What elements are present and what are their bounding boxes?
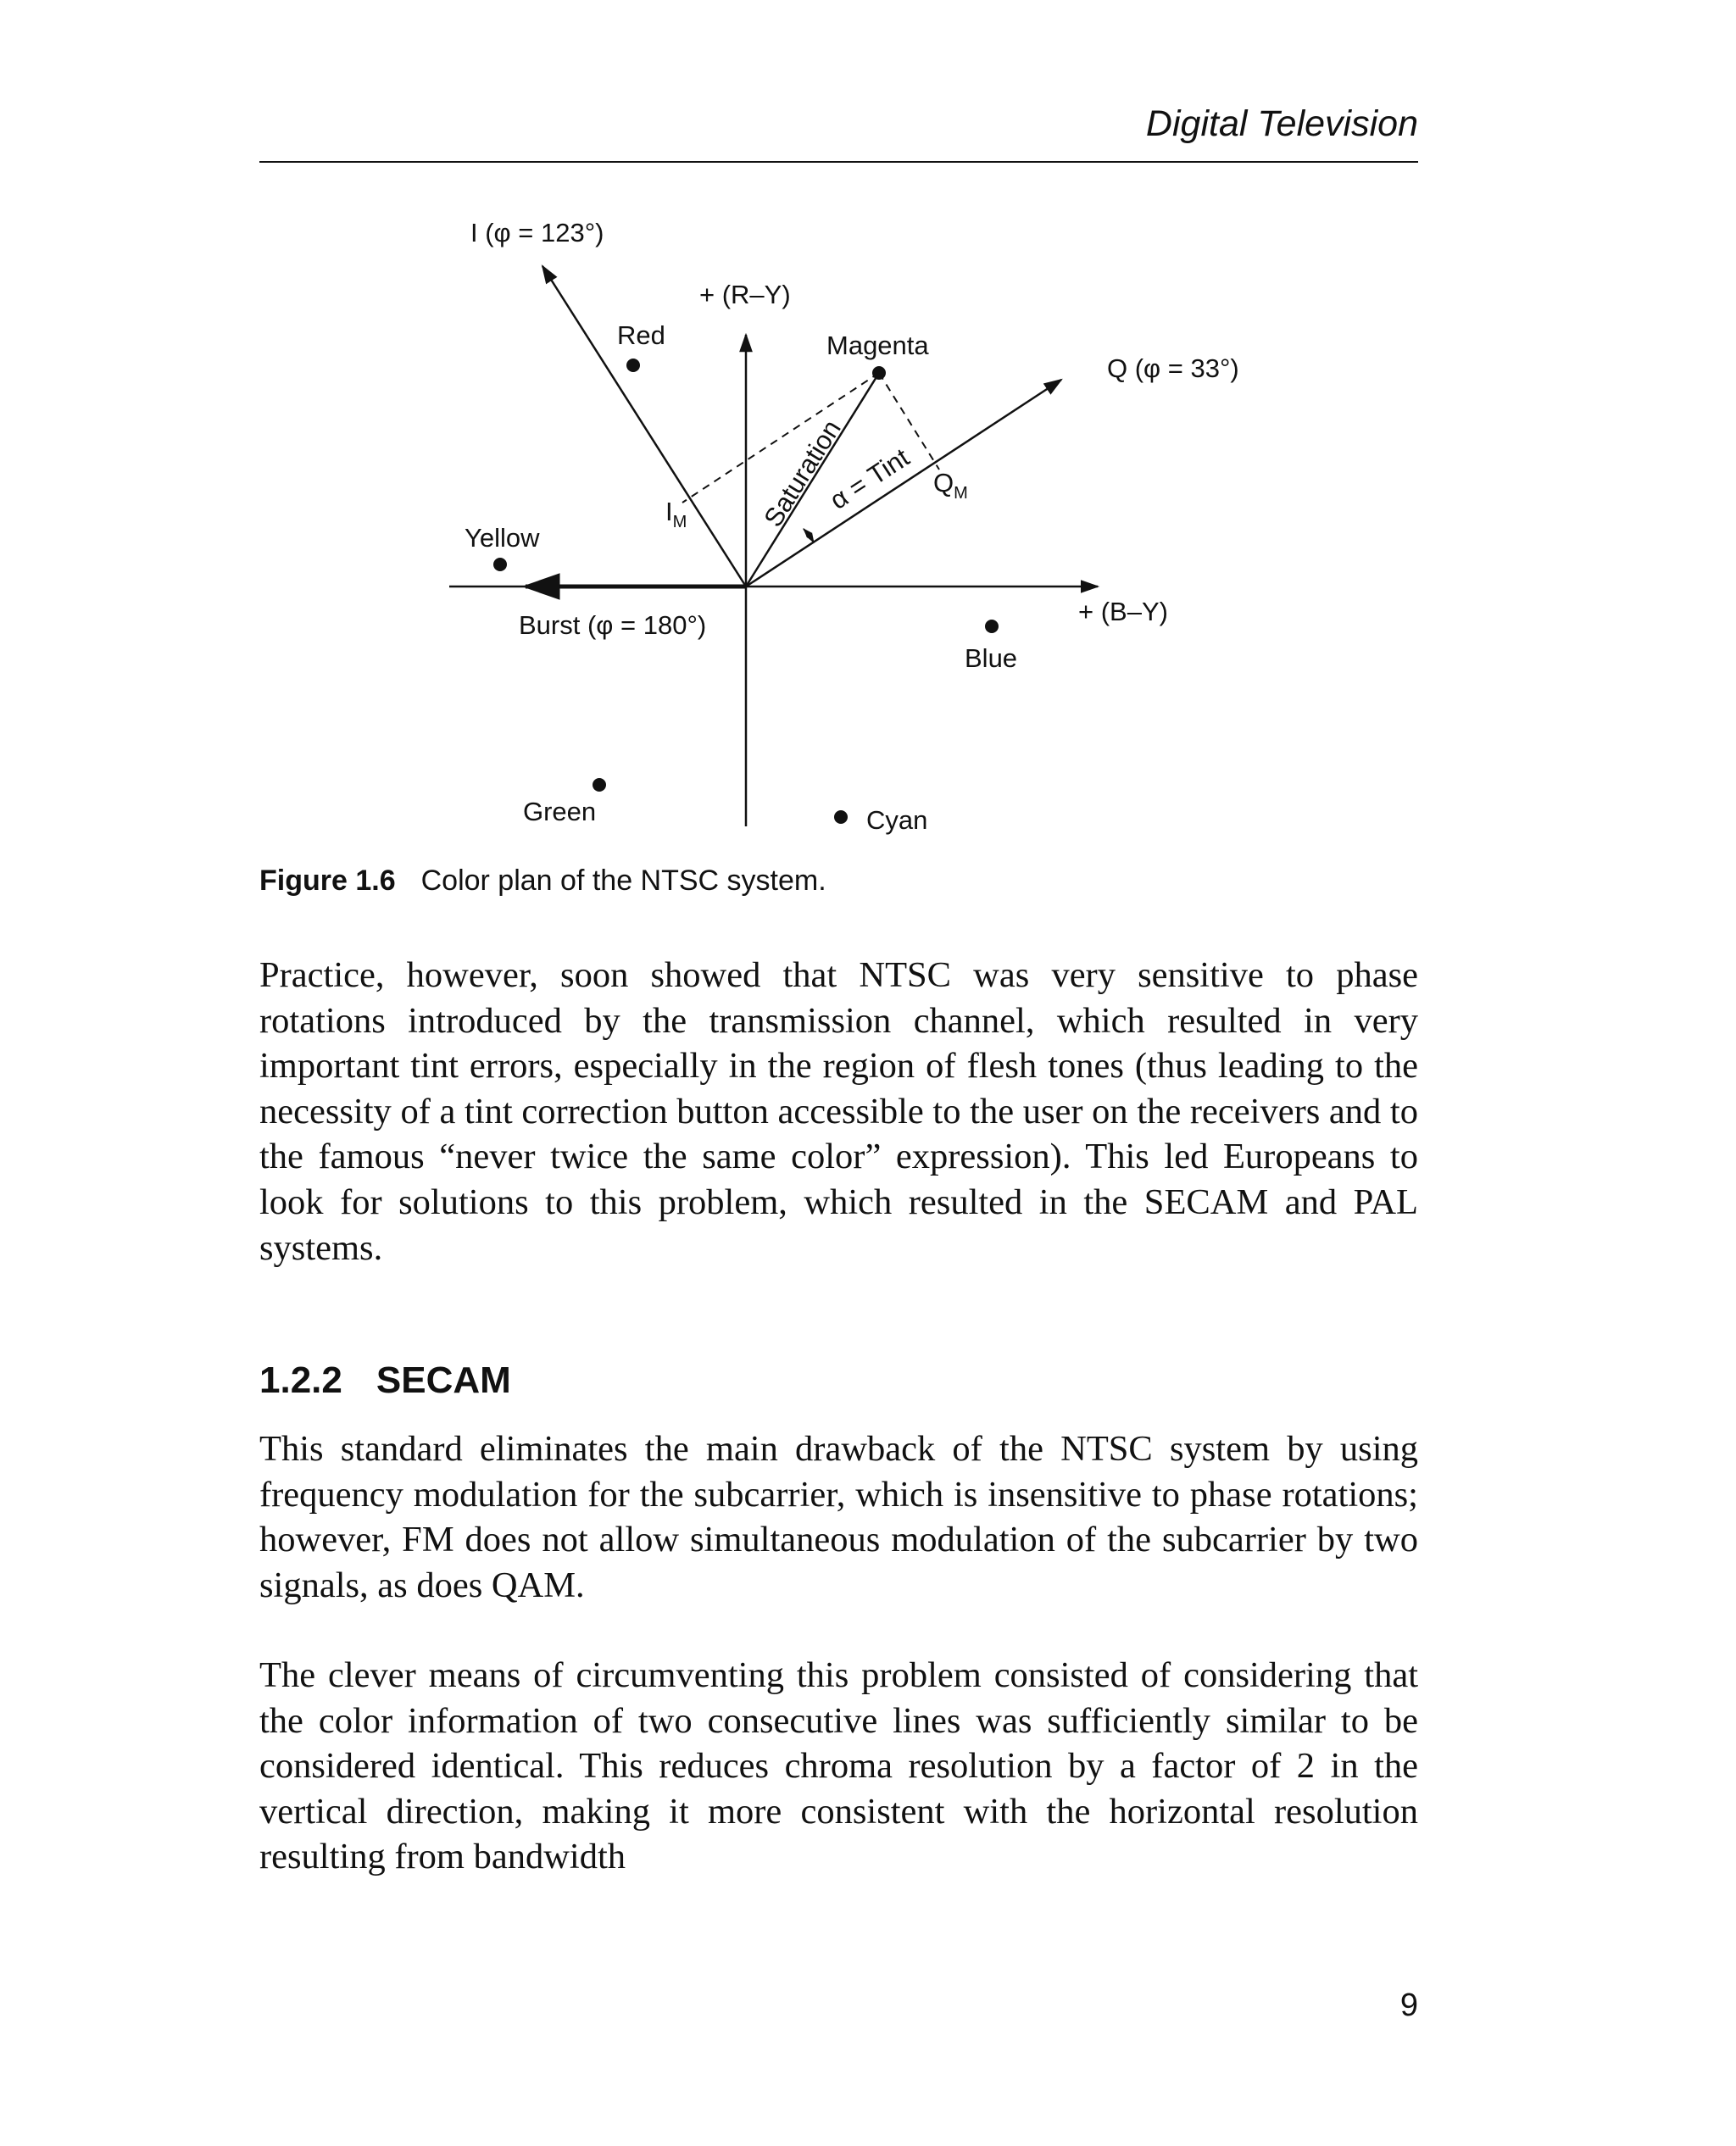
q-axis-label: Q (φ = 33°) xyxy=(1107,353,1239,383)
body-paragraph-2: This standard eliminates the main drawback of the NTSC system by using frequency modulation for the subcarrier, which is insensitive to phase rotations; however, FM does not allow simultaneous modulation of the subcarrier by two signals, as does QAM. xyxy=(259,1429,1418,1605)
blue-label: Blue xyxy=(965,643,1018,673)
q-m-label xyxy=(933,468,968,503)
burst-label: Burst (φ = 180°) xyxy=(519,610,707,640)
magenta-point xyxy=(872,366,886,380)
green-point xyxy=(593,778,606,792)
green-label: Green xyxy=(523,797,597,826)
magenta-label: Magenta xyxy=(826,331,929,360)
r-y-axis-label: + (R–Y) xyxy=(699,280,791,309)
section-number: 1.2.2 xyxy=(259,1359,342,1401)
figure-caption-label: Figure 1.6 xyxy=(259,865,396,897)
b-y-axis-label: + (B–Y) xyxy=(1078,597,1168,626)
saturation-label: Saturation xyxy=(758,414,847,532)
page-number: 9 xyxy=(1399,1988,1418,2023)
running-title: Digital Television xyxy=(1145,103,1418,144)
section-heading xyxy=(259,1359,511,1402)
q-m-subscript: M xyxy=(954,484,968,503)
figure-caption-text: Color plan of the NTSC system. xyxy=(420,865,826,897)
section-title: SECAM xyxy=(376,1359,511,1401)
i-m-subscript: M xyxy=(672,513,687,531)
i-axis-label: I (φ = 123°) xyxy=(470,218,604,247)
figure-caption xyxy=(259,865,826,898)
cyan-point xyxy=(834,810,848,824)
i-axis-line xyxy=(542,266,746,587)
tint-label: α = Tint xyxy=(824,442,915,515)
body-paragraph-1: Practice, however, soon showed that NTSC was very sensitive to phase rotations introduced by the transmission channel, which resulted in very important tint errors, especially in the region of flesh tones (thus leading to the necessity of a tint correction button accessible to the user on the receivers and to the famous “never twice the same color” expression). This led Europeans to look for solutions to this problem, which resulted in the SECAM and PAL systems. xyxy=(259,955,1418,1268)
yellow-label: Yellow xyxy=(465,523,540,553)
cyan-label: Cyan xyxy=(866,805,928,835)
red-point xyxy=(626,359,640,372)
red-label: Red xyxy=(617,320,665,350)
i-m-letter: I xyxy=(665,497,673,526)
ntsc-color-plan-figure xyxy=(0,0,1736,848)
q-m-letter: Q xyxy=(933,468,954,498)
tint-angle-arc xyxy=(804,529,814,542)
body-paragraph-3: The clever means of circumventing this problem consisted of considering that the color information of two consecutive lines was sufficiently similar to be considered identical. This reduces chroma resolution by a factor of 2 in the vertical direction, making it more consistent with the horizontal resolution resulting from bandwidth xyxy=(259,1655,1418,1877)
blue-point xyxy=(985,620,999,633)
yellow-point xyxy=(493,558,507,571)
